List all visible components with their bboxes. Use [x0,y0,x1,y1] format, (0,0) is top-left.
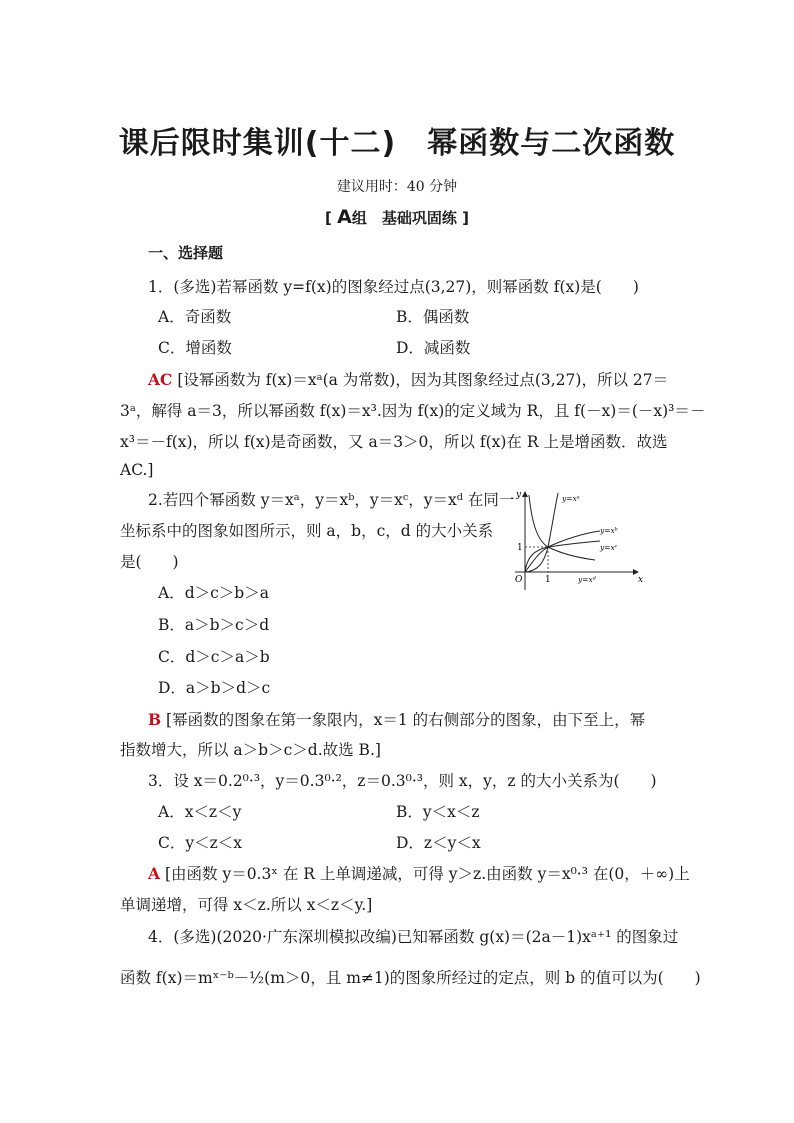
q3-stem: 3．设 x＝0.2⁰·³，y＝0.3⁰·²，z＝0.3⁰·³，则 x，y，z 的大小关系为( ) [148,772,657,790]
bracket-close: ] [462,209,469,227]
q3-option-b: B．y＜x＜z [396,803,480,821]
label-xa: y=xᵃ [562,494,580,503]
q2-explanation-line2: 指数增大，所以 a＞b＞c＞d.故选 B.] [120,741,381,759]
group-text: 组 基础巩固练 [351,209,457,227]
q2-stem-line1: 2.若四个幂函数 y＝xᵃ，y＝xᵇ，y＝xᶜ，y＝xᵈ 在同一 [148,491,515,509]
bracket-open: [ [325,209,332,227]
q1-option-c: C．增函数 [158,339,232,357]
curve-c [525,541,600,572]
y-axis-label: y [516,490,522,500]
q2-stem-line2: 坐标系中的图象如图所示，则 a，b，c，d 的大小关系 [120,522,494,540]
tick-y-one: 1 [517,543,523,553]
q1-option-d: D．减函数 [396,339,471,357]
q4-stem-line2: 函数 f(x)＝mˣ⁻ᵇ－½(m＞0，且 m≠1)的图象所经过的定点，则 b 的值可以为( ) [120,969,701,987]
time-hint: 建议用时：40 分钟 [336,179,458,195]
q2-stem-line3: 是( ) [120,553,179,571]
q3-option-a: A．x＜z＜y [158,803,242,821]
q1-option-a: A．奇函数 [158,308,232,326]
q1-explanation-line2: 3ᵃ，解得 a＝3，所以幂函数 f(x)＝x³.因为 f(x)的定义域为 R，且 f(－x)＝(－x)³＝－ [120,402,706,420]
q2-explanation-line1 [148,708,645,730]
label-xc: y=xᶜ [600,543,618,552]
label-xb: y=xᵇ [600,526,618,535]
page-title: 课后限时集训(十二) 幂函数与二次函数 [118,126,676,161]
q3-answer: A [148,864,161,883]
q2-option-d: D．a＞b＞d＞c [158,679,271,697]
q3-option-c: C．y＜z＜x [158,834,243,852]
q1-exp1: [设幂函数为 f(x)＝xᵃ(a 为常数)，因为其图象经过点(3,27)，所以 27＝ [177,371,669,389]
group-letter: A [337,206,352,228]
q3-explanation-line2: 单调递增，可得 x＜z.所以 x＜z＜y.] [120,896,373,914]
power-function-graph [500,485,650,595]
q1-answer: AC [148,370,173,389]
q2-option-b: B．a＞b＞c＞d [158,616,270,634]
q2-option-a: A．d＞c＞b＞a [158,584,269,602]
q3-exp1: [由函数 y＝0.3ˣ 在 R 上单调递减，可得 y＞z.由函数 y＝x⁰·³ 在(0，＋∞)上 [164,865,690,883]
label-xd: y=xᵈ [578,575,596,584]
q3-option-d: D．z＜y＜x [396,834,481,852]
q2-exp1: [幂函数的图象在第一象限内，x＝1 的右侧部分的图象，由下至上，幂 [166,711,646,729]
q2-answer: B [148,710,162,729]
q1-option-b: B．偶函数 [396,308,470,326]
q1-explanation-line1 [148,368,668,390]
origin-label: O [515,575,523,585]
q4-stem-line1: 4．(多选)(2020·广东深圳模拟改编)已知幂函数 g(x)＝(2a－1)xᵃ⁺¹ 的图象过 [148,928,679,946]
q3-explanation-line1 [148,862,690,884]
q1-explanation-line3: x³＝－f(x)，所以 f(x)是奇函数，又 a＝3＞0，所以 f(x)在 R 上是增函数．故选 [120,433,668,451]
group-heading [0,206,794,228]
section-title: 一、选择题 [148,244,224,262]
q1-stem: 1．(多选)若幂函数 y=f(x)的图象经过点(3,27)，则幂函数 f(x)是( ) [148,278,639,296]
q1-explanation-line4: AC.] [120,461,154,479]
tick-x-one: 1 [545,575,551,585]
x-axis-label: x [638,575,644,585]
q2-option-c: C．d＞c＞a＞b [158,648,270,666]
